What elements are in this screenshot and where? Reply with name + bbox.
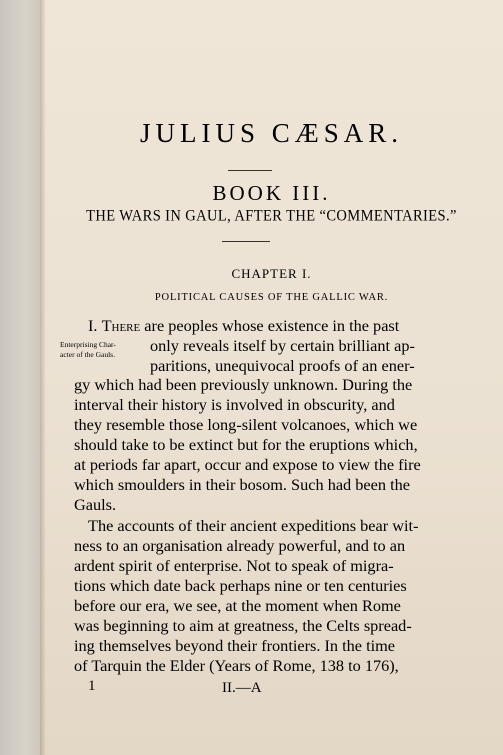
book-title: JULIUS CÆSAR. — [139, 118, 404, 148]
text-line: ardent spirit of enterprise. Not to speak of migra- — [74, 556, 394, 575]
text-line: The accounts of their ancient expeditions bear wit- — [88, 516, 419, 535]
printer-signature: II.—A — [222, 680, 262, 696]
paragraph-first-line — [88, 316, 399, 336]
first-line-text: are peoples whose existence in the past — [140, 316, 400, 335]
text-line: interval their history is involved in obscurity, and — [74, 395, 395, 414]
text-line: before our era, we see, at the moment when Rome — [74, 596, 401, 615]
margin-note-line: Enterprising Char- — [60, 340, 116, 349]
text-line: which smoulders in their bosom. Such had been the — [74, 475, 410, 494]
text-line: only reveals itself by certain brilliant ap- — [150, 336, 415, 355]
text-line: ing themselves beyond their frontiers. In the time — [74, 636, 396, 655]
first-word: There — [101, 316, 141, 335]
margin-note — [60, 340, 155, 360]
text-line: gy which had been previously unknown. During the — [74, 375, 413, 394]
text-line: they resemble those long-silent volcanoes, which we — [74, 415, 418, 434]
page-gutter-shadow — [40, 0, 46, 755]
facing-page-edge — [0, 0, 42, 755]
text-line: ness to an organisation already powerful, and to an — [74, 536, 406, 555]
subtitle-rule — [222, 241, 270, 242]
section-heading: POLITICAL CAUSES OF THE GALLIC WAR. — [154, 292, 389, 303]
book-label: BOOK III. — [212, 181, 331, 205]
margin-note-line: acter of the Gauls. — [60, 350, 115, 359]
text-line: tions which date back perhaps nine or ten centuries — [74, 576, 407, 595]
paragraph-number: I. — [88, 316, 102, 335]
chapter-heading: CHAPTER I. — [231, 266, 312, 281]
text-line: of Tarquin the Elder (Years of Rome, 138 to 176), — [74, 656, 399, 675]
text-line: should take to be extinct but for the eruptions which, — [74, 435, 418, 454]
text-line: at periods far apart, occur and expose to view the fire — [74, 455, 421, 474]
book-subtitle: THE WARS IN GAUL, AFTER THE “COMMENTARIES.” — [86, 207, 457, 225]
title-rule — [228, 170, 272, 171]
text-line: Gauls. — [74, 495, 117, 514]
text-line: paritions, unequivocal proofs of an ener- — [150, 356, 415, 375]
page-number: 1 — [88, 678, 96, 694]
text-line: was beginning to aim at greatness, the Celts spread- — [74, 616, 412, 635]
